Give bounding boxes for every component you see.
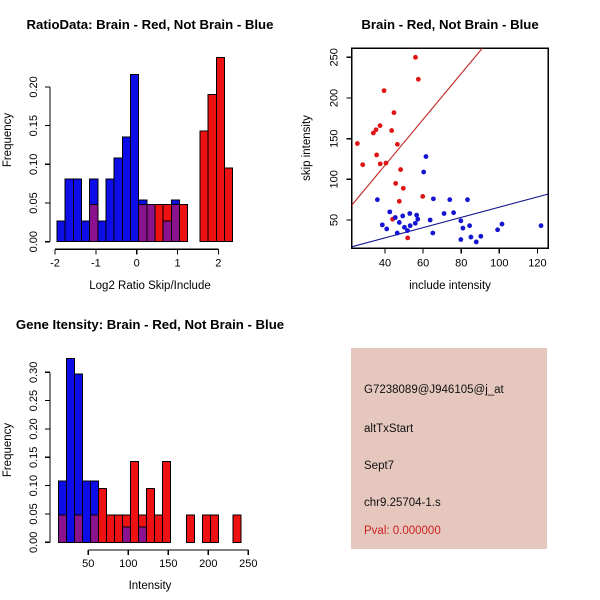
scatter-point-brain — [389, 128, 394, 133]
scatter-point-not_brain — [380, 222, 385, 227]
x-tick-label: -2 — [50, 257, 60, 270]
x-tick-label: 0 — [133, 257, 140, 270]
y-tick-label: 0.20 — [28, 76, 40, 98]
scatter-point-not_brain — [393, 215, 398, 220]
scatter-point-not_brain — [451, 210, 456, 215]
x-tick-label: 50 — [82, 558, 95, 570]
y-tick-label: 50 — [328, 213, 341, 227]
histogram-bar-segment-blue — [57, 221, 65, 242]
histogram-bar-segment-purple — [171, 205, 179, 242]
scatter-point-not_brain — [495, 227, 500, 232]
x-tick-label: 200 — [199, 558, 218, 570]
scatter-point-brain — [371, 131, 376, 136]
ratio-histogram-plot — [28, 57, 233, 269]
histogram-bar-segment-blue — [98, 221, 106, 242]
histogram-bar-segment-purple — [139, 527, 147, 542]
scatter-title: Brain - Red, Not Brain - Blue — [361, 17, 539, 32]
y-tick-label: 0.00 — [28, 230, 40, 253]
scatter-ylabel: skip intensity — [301, 115, 313, 181]
scatter-point-brain — [398, 167, 403, 172]
x-tick-label: 100 — [119, 558, 138, 570]
scatter-point-not_brain — [428, 218, 433, 223]
scatter-point-not_brain — [478, 234, 483, 239]
y-tick-label: 0.30 — [28, 361, 40, 384]
histogram-bar-segment-red — [123, 515, 131, 527]
histogram-bar-segment-red — [115, 515, 123, 542]
scatter-xlabel: include intensity — [409, 280, 491, 292]
scatter-point-brain — [384, 161, 389, 166]
y-tick-label: 0.15 — [28, 446, 40, 469]
panel-gene-intensity-histogram — [0, 300, 300, 600]
y-tick-label: 0.05 — [28, 503, 40, 525]
y-tick-label: 150 — [328, 129, 341, 148]
y-tick-label: 0.25 — [28, 389, 40, 412]
scatter-point-not_brain — [465, 197, 470, 202]
histogram-bar-segment-blue — [59, 481, 67, 515]
scatter-point-not_brain — [424, 154, 429, 159]
scatter-point-not_brain — [442, 211, 447, 216]
scatter-point-not_brain — [421, 170, 426, 175]
scatter-point-not_brain — [461, 226, 466, 231]
histogram-bar-segment-purple — [91, 515, 99, 542]
scatter-point-not_brain — [405, 228, 410, 233]
gene-intensity-histogram-plot — [28, 359, 257, 570]
scatter-point-brain — [416, 77, 421, 82]
scatter-point-not_brain — [458, 218, 463, 223]
histogram-bar-segment-blue — [90, 179, 98, 205]
panel-ratio-histogram — [0, 0, 300, 300]
histogram-bar-segment-red — [107, 515, 115, 542]
histogram-bar-segment-red — [216, 57, 224, 241]
histogram-bar-segment-blue — [83, 481, 91, 542]
ratio-histogram-title: RatioData: Brain - Red, Not Brain - Blue — [26, 17, 274, 32]
y-tick-label: 0.10 — [28, 474, 40, 497]
histogram-bar-segment-blue — [139, 200, 147, 205]
x-tick-label: 60 — [416, 257, 430, 270]
y-tick-label: 0.10 — [28, 153, 40, 176]
scatter-point-not_brain — [539, 223, 544, 228]
scatter-point-brain — [397, 199, 402, 204]
histogram-bar-segment-blue — [65, 179, 73, 242]
info-box — [351, 348, 547, 549]
gene-name-text: Sept7 — [364, 460, 395, 472]
scatter-point-brain — [395, 142, 400, 147]
histogram-bar-segment-red — [200, 131, 208, 242]
scatter-point-not_brain — [447, 197, 452, 202]
scatter-point-brain — [401, 186, 406, 191]
histogram-bar-segment-red — [180, 205, 188, 242]
scatter-point-not_brain — [431, 196, 436, 201]
histogram-bar-segment-blue — [171, 200, 179, 205]
histogram-bar-segment-red — [208, 95, 216, 242]
x-tick-label: 2 — [215, 257, 222, 270]
x-tick-label: 150 — [159, 558, 178, 570]
x-tick-label: 40 — [378, 257, 392, 270]
histogram-bar-segment-red — [131, 461, 139, 542]
histogram-bar-segment-red — [233, 515, 241, 542]
x-tick-label: -1 — [90, 257, 101, 270]
scatter-point-not_brain — [395, 231, 400, 236]
gene-intensity-title: Gene Itensity: Brain - Red, Not Brain - Blue — [15, 317, 285, 332]
histogram-bar-segment-red — [163, 461, 171, 542]
scatter-point-not_brain — [384, 227, 389, 232]
histogram-bar-segment-red — [155, 515, 163, 542]
histogram-bar-segment-blue — [122, 137, 130, 241]
histogram-bar-segment-blue — [73, 179, 81, 242]
histogram-bar-segment-blue — [75, 374, 83, 515]
scatter-point-brain — [420, 194, 425, 199]
probe-id-text: G7238089@J946105@j_at — [364, 384, 504, 396]
histogram-bar-segment-purple — [123, 527, 131, 542]
scatter-point-not_brain — [474, 240, 479, 245]
y-tick-label: 250 — [328, 48, 341, 67]
scatter-point-brain — [392, 110, 397, 115]
scatter-point-not_brain — [500, 222, 505, 227]
scatter-point-not_brain — [408, 223, 413, 228]
y-tick-label: 200 — [328, 88, 341, 108]
histogram-bar-segment-blue — [131, 75, 139, 242]
histogram-bar-segment-red — [147, 488, 155, 542]
gene-intensity-ylabel: Frequency — [2, 422, 14, 478]
y-tick-label: 0.20 — [28, 418, 40, 440]
scatter-point-brain — [405, 235, 410, 240]
histogram-bar-segment-red — [211, 515, 219, 542]
gene-intensity-histogram-svg — [0, 300, 300, 600]
histogram-bar-segment-purple — [59, 515, 67, 542]
scatter-point-not_brain — [458, 237, 463, 242]
histogram-bar-segment-blue — [82, 221, 90, 242]
genomic-region-text: chr9.25704-1.s — [364, 497, 441, 509]
histogram-bar-segment-purple — [163, 221, 171, 242]
histogram-bar-segment-red — [155, 205, 163, 242]
scatter-point-not_brain — [413, 221, 418, 226]
x-tick-label: 250 — [239, 558, 258, 570]
scatter-point-not_brain — [469, 235, 474, 240]
histogram-bar-segment-red — [203, 515, 211, 542]
x-tick-label: 80 — [455, 257, 468, 270]
scatter-point-not_brain — [407, 211, 412, 216]
pval-text: Pval: 0.000000 — [364, 525, 441, 537]
x-tick-label: 1 — [174, 257, 181, 270]
panel-intensity-scatter — [300, 0, 600, 300]
panel-event-info — [300, 300, 600, 600]
scatter-point-brain — [355, 141, 360, 146]
ratio-histogram-svg — [0, 0, 300, 300]
plot-box — [352, 48, 549, 248]
histogram-bar-segment-purple — [147, 205, 155, 242]
y-tick-label: 100 — [328, 170, 341, 189]
gene-intensity-xlabel: Intensity — [128, 580, 172, 592]
histogram-bar-segment-purple — [90, 205, 98, 242]
histogram-bar-segment-red — [163, 205, 171, 221]
scatter-point-not_brain — [400, 214, 405, 219]
scatter-point-not_brain — [467, 223, 472, 228]
scatter-point-not_brain — [414, 213, 419, 218]
histogram-bar-segment-blue — [67, 359, 75, 543]
scatter-point-not_brain — [387, 209, 392, 214]
scatter-point-not_brain — [415, 217, 420, 222]
scatter-point-brain — [413, 55, 418, 60]
y-tick-label: 0.05 — [28, 192, 40, 214]
y-tick-label: 0.15 — [28, 114, 41, 137]
histogram-bar-segment-blue — [106, 179, 114, 242]
ratio-histogram-xlabel: Log2 Ratio Skip/Include — [89, 280, 211, 292]
histogram-bar-segment-blue — [114, 158, 122, 242]
histogram-bar-segment-blue — [91, 481, 99, 515]
intensity-scatter-svg — [300, 0, 600, 300]
ratio-histogram-ylabel: Frequency — [2, 112, 14, 168]
scatter-point-not_brain — [397, 220, 402, 225]
event-type-text: altTxStart — [364, 423, 414, 435]
brain-fit-line — [352, 48, 483, 205]
histogram-bar-segment-red — [187, 515, 195, 542]
histogram-bar-segment-red — [224, 168, 232, 242]
scatter-point-not_brain — [430, 231, 435, 236]
scatter-point-brain — [378, 161, 383, 166]
scatter-point-not_brain — [375, 197, 380, 202]
x-tick-label: 120 — [528, 257, 547, 270]
histogram-bar-segment-red — [139, 515, 147, 527]
y-tick-label: 0.00 — [28, 531, 40, 554]
scatter-plot — [329, 48, 549, 269]
scatter-point-brain — [360, 162, 365, 167]
x-tick-label: 100 — [490, 257, 509, 270]
scatter-point-brain — [393, 181, 398, 186]
scatter-point-brain — [378, 123, 383, 128]
histogram-bar-segment-purple — [139, 205, 147, 242]
histogram-bar-segment-red — [99, 488, 107, 542]
histogram-bar-segment-purple — [75, 515, 83, 542]
scatter-point-brain — [374, 153, 379, 158]
scatter-point-brain — [382, 88, 387, 93]
